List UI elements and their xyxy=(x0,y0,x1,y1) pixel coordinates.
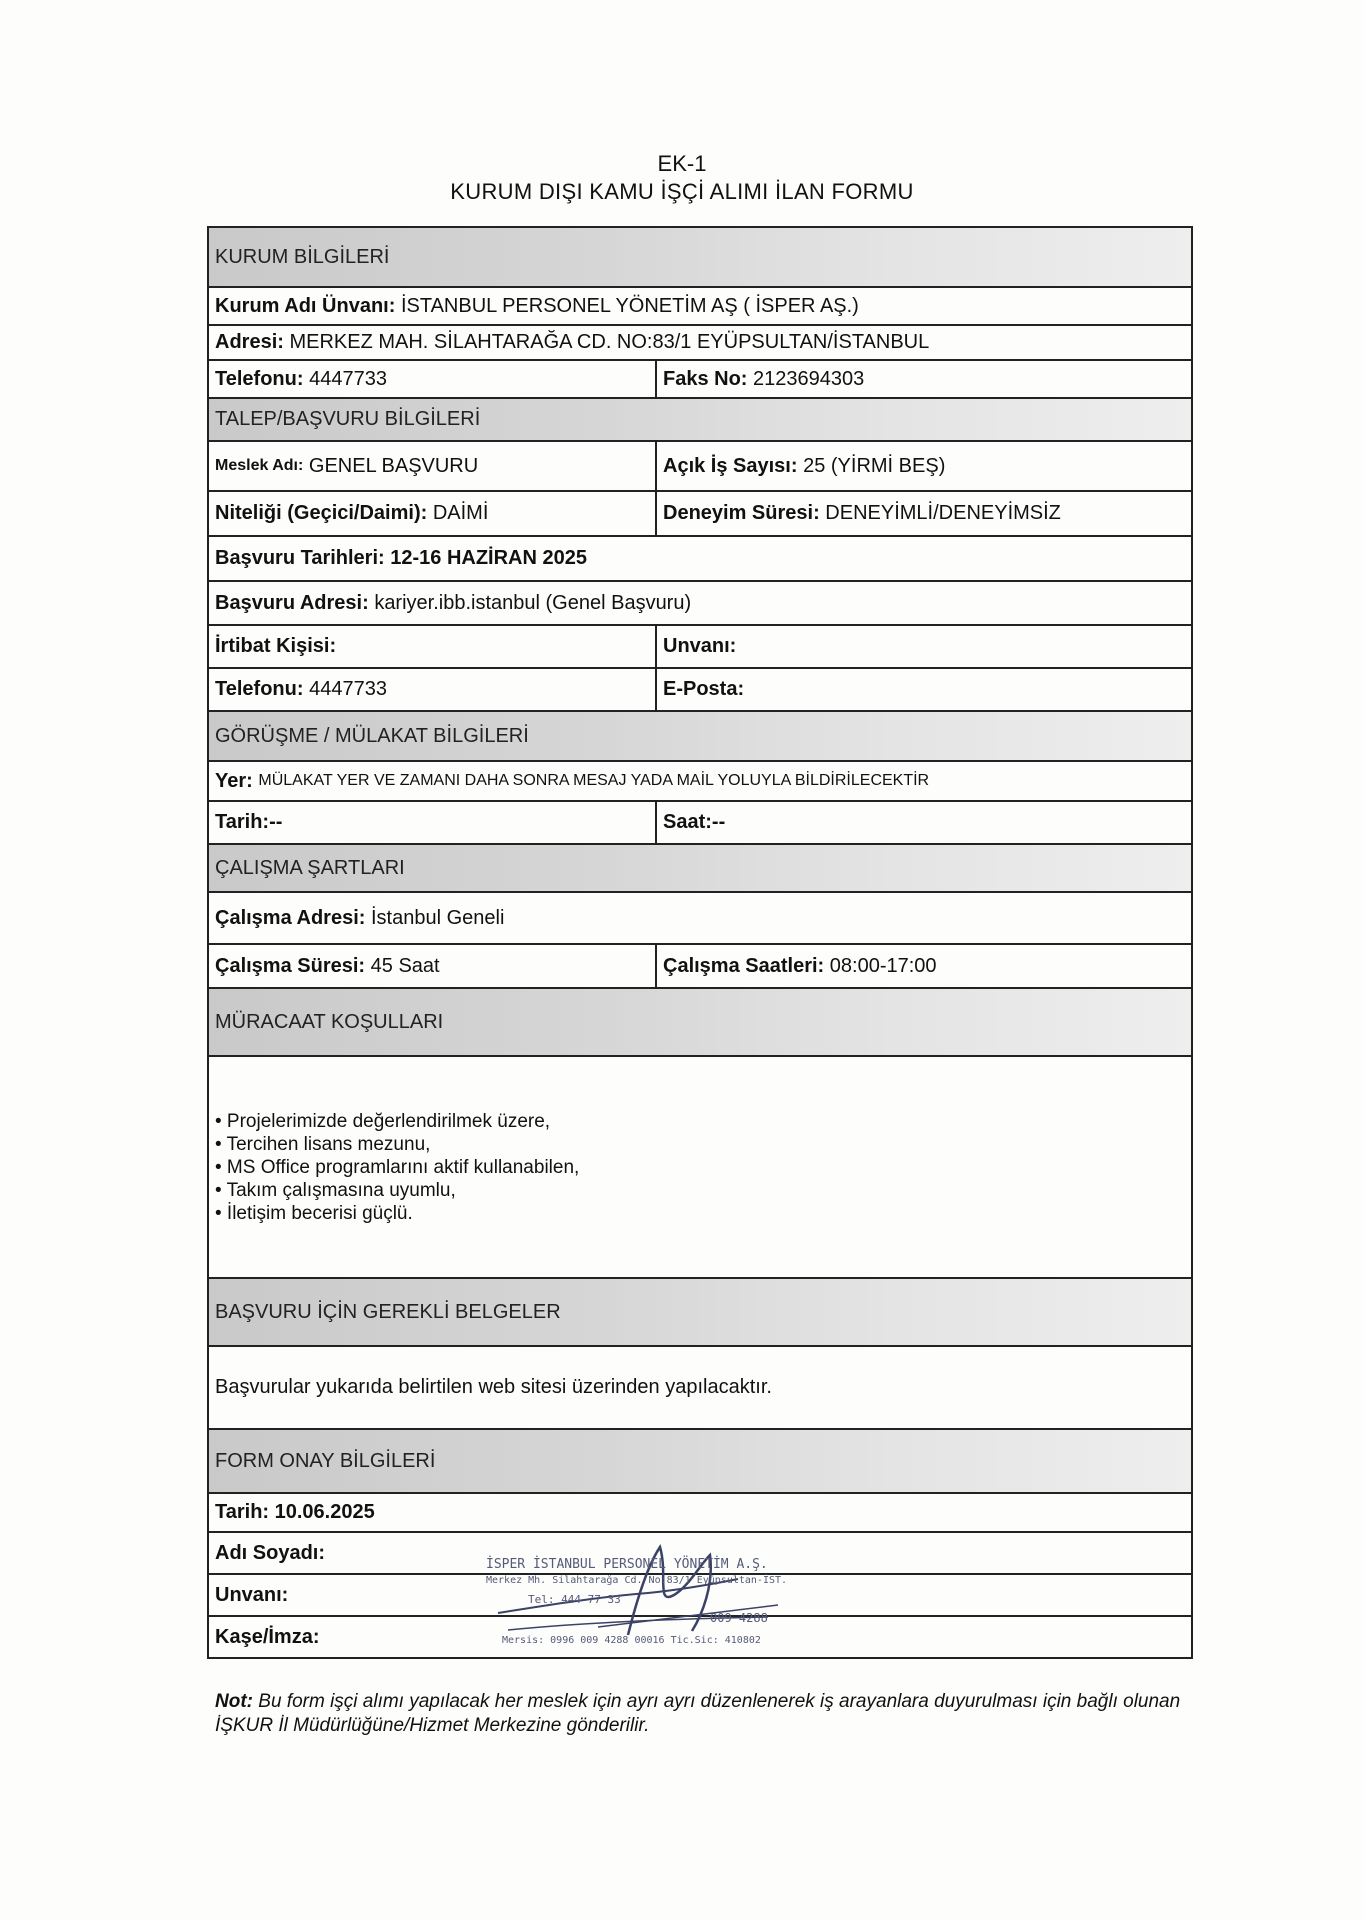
note-text: Bu form işçi alımı yapılacak her meslek için ayrı ayrı düzenlenerek iş arayanlara duyurulması için bağlı olunan İŞKUR İl Müdürlüğüne/Hizmet Merkezine gönderilir. xyxy=(215,1691,1181,1736)
announcement-form xyxy=(207,226,1193,1659)
row-conditions xyxy=(209,1057,1191,1279)
row-work-address xyxy=(209,893,1191,945)
section-kurum xyxy=(209,228,1191,288)
contact-person-label: İrtibat Kişisi: xyxy=(215,635,337,657)
section-title: FORM ONAY BİLGİLERİ xyxy=(215,1449,436,1472)
experience: DENEYİMLİ/DENEYİMSİZ xyxy=(825,502,1061,524)
position-nature: DAİMİ xyxy=(432,502,489,524)
row-contact xyxy=(209,626,1191,669)
row-kurum-phone xyxy=(209,361,1191,399)
work-duration: 45 Saat xyxy=(370,954,440,977)
list-item: • Projelerimizde değerlendirilmek üzere, xyxy=(215,1110,551,1132)
interview-date: Tarih:-- xyxy=(215,811,283,833)
field-label: Deneyim Süresi: xyxy=(663,502,820,524)
section-title: KURUM BİLGİLERİ xyxy=(215,245,390,268)
document-header xyxy=(0,150,1364,206)
field-label: Meslek Adı: xyxy=(215,457,304,474)
name-label: Adı Soyadı: xyxy=(215,1541,326,1564)
field-label: Telefonu: xyxy=(215,367,304,390)
form-title: KURUM DIŞI KAMU İŞÇİ ALIMI İLAN FORMU xyxy=(450,179,914,204)
institution-fax: 2123694303 xyxy=(753,367,865,390)
work-hours: 08:00-17:00 xyxy=(829,954,937,977)
company-stamp xyxy=(478,1535,798,1655)
footnote xyxy=(215,1690,1195,1738)
stamp-line: Mersis: 0996 009 4288 00016 Tic.Sic: 410802 xyxy=(502,1635,761,1646)
row-apply-address xyxy=(209,582,1191,626)
row-kurum-name xyxy=(209,288,1191,326)
interview-place: MÜLAKAT YER VE ZAMANI DAHA SONRA MESAJ YADA MAİL YOLUYLA BİLDİRİLECEKTİR xyxy=(258,772,930,789)
approval-date: Tarih: 10.06.2025 xyxy=(215,1501,375,1523)
list-item: • Tercihen lisans mezunu, xyxy=(215,1133,431,1155)
field-label: Açık İş Sayısı: xyxy=(663,454,798,477)
work-address: İstanbul Geneli xyxy=(371,906,505,929)
field-label: Faks No: xyxy=(663,367,748,390)
list-item: • İletişim becerisi güçlü. xyxy=(215,1202,413,1224)
title-label: Unvanı: xyxy=(215,1583,289,1606)
open-positions: 25 (YİRMİ BEŞ) xyxy=(803,454,946,477)
institution-name: İSTANBUL PERSONEL YÖNETİM AŞ ( İSPER AŞ.) xyxy=(400,294,859,317)
section-muracaat xyxy=(209,989,1191,1057)
section-title: ÇALIŞMA ŞARTLARI xyxy=(215,856,405,879)
section-title: GÖRÜŞME / MÜLAKAT BİLGİLERİ xyxy=(215,724,529,747)
row-work-time xyxy=(209,945,1191,989)
interview-time: Saat:-- xyxy=(663,811,726,833)
row-contact-phone xyxy=(209,669,1191,712)
section-title: MÜRACAAT KOŞULLARI xyxy=(215,1010,444,1033)
institution-address: MERKEZ MAH. SİLAHTARAĞA CD. NO:83/1 EYÜPSULTAN/İSTANBUL xyxy=(289,331,930,353)
institution-phone: 4447733 xyxy=(309,367,387,390)
application-dates: Başvuru Tarihleri: 12-16 HAZİRAN 2025 xyxy=(215,547,587,569)
row-approval-date xyxy=(209,1494,1191,1533)
stamp-line: İSPER İSTANBUL PERSONEL YÖNETİM A.Ş. xyxy=(486,1557,768,1572)
field-label: Başvuru Adresi: xyxy=(215,591,369,614)
stamp-label: Kaşe/İmza: xyxy=(215,1625,320,1648)
field-label: Niteliği (Geçici/Daimi): xyxy=(215,502,428,524)
field-label: Adresi: xyxy=(215,331,284,353)
row-job xyxy=(209,442,1191,492)
section-talep xyxy=(209,399,1191,442)
job-name: GENEL BAŞVURU xyxy=(308,454,479,477)
stamp-line: Merkez Mh. Silahtarağa Cd. No:83/1 Eyüpsultan-İST. xyxy=(486,1575,788,1586)
section-belgeler xyxy=(209,1279,1191,1347)
row-kurum-address xyxy=(209,326,1191,361)
row-nature xyxy=(209,492,1191,537)
stamp-line: 009 4288 xyxy=(710,1611,768,1625)
field-label: Çalışma Süresi: xyxy=(215,954,366,977)
note-label: Not: xyxy=(215,1691,253,1712)
section-title: BAŞVURU İÇİN GEREKLİ BELGELER xyxy=(215,1300,561,1323)
conditions-list xyxy=(209,1057,1191,1277)
stamp-line: Tel: 444 77 33 xyxy=(528,1593,621,1606)
section-title: TALEP/BAŞVURU BİLGİLERİ xyxy=(215,408,481,430)
contact-phone: 4447733 xyxy=(309,678,387,700)
field-label: Yer: xyxy=(215,769,253,792)
email-label: E-Posta: xyxy=(663,678,745,700)
list-item: • MS Office programlarını aktif kullanabilen, xyxy=(215,1156,580,1178)
section-onay xyxy=(209,1430,1191,1494)
field-label: Çalışma Saatleri: xyxy=(663,954,825,977)
section-calisma xyxy=(209,845,1191,893)
field-label: Kurum Adı Ünvanı: xyxy=(215,294,396,317)
section-gorusme xyxy=(209,712,1191,762)
field-label: Telefonu: xyxy=(215,678,304,700)
documents-text: Başvurular yukarıda belirtilen web sitesi üzerinden yapılacaktır. xyxy=(215,1376,772,1398)
application-address: kariyer.ibb.istanbul (Genel Başvuru) xyxy=(374,591,692,614)
row-documents xyxy=(209,1347,1191,1430)
row-place xyxy=(209,762,1191,802)
list-item: • Takım çalışmasına uyumlu, xyxy=(215,1179,456,1201)
row-dates xyxy=(209,537,1191,582)
annex-label: EK-1 xyxy=(657,151,707,176)
field-label: Çalışma Adresi: xyxy=(215,906,366,929)
row-date-time xyxy=(209,802,1191,845)
contact-title-label: Unvanı: xyxy=(663,635,737,657)
